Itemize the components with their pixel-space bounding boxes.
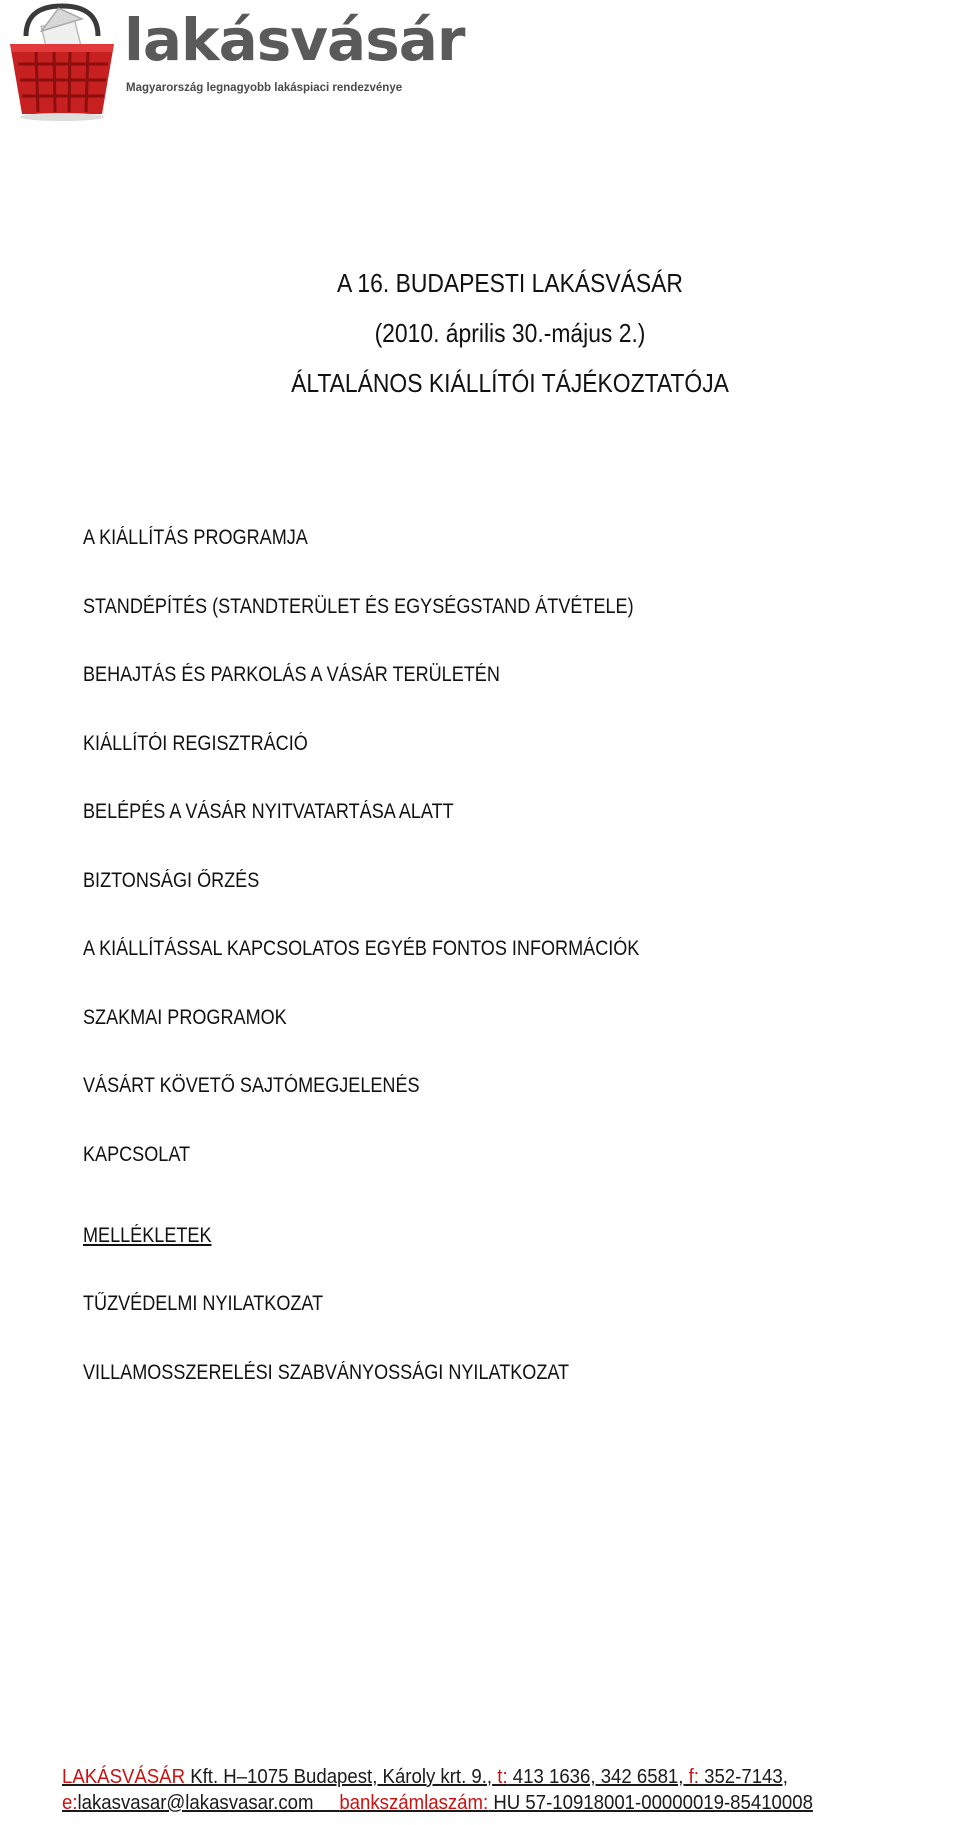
footer-phones: 413 1636, 342 6581, <box>507 1766 684 1788</box>
logo-tagline: Magyarország legnagyobb lakáspiaci rendezvénye <box>126 82 403 94</box>
toc-item: A KIÁLLÍTÁS PROGRAMJA <box>83 526 308 549</box>
footer-address-line <box>62 1764 894 1790</box>
footer-email[interactable]: lakasvasar@lakasvasar.com <box>77 1792 340 1814</box>
title-line-2: (2010. április 30.-május 2.) <box>374 318 646 348</box>
footer <box>62 1764 957 1816</box>
logo-wordmark: lakásvásár <box>124 6 465 74</box>
footer-fax-label: f: <box>683 1766 699 1788</box>
footer-phone-label: t: <box>492 1766 508 1788</box>
toc-item: KAPCSOLAT <box>83 1142 191 1166</box>
toc-item: KIÁLLÍTÓI REGISZTRÁCIÓ <box>83 731 308 755</box>
logo <box>0 0 465 125</box>
footer-fax: 352-7143, <box>698 1766 788 1788</box>
toc-item: BEHAJTÁS ÉS PARKOLÁS A VÁSÁR TERÜLETÉN <box>83 663 500 686</box>
toc-item: A KIÁLLÍTÁSSAL KAPCSOLATOS EGYÉB FONTOS INFORMÁCIÓK <box>83 937 640 960</box>
annex-heading: MELLÉKLETEK <box>83 1224 212 1247</box>
document-title <box>0 258 960 408</box>
title-line-1: A 16. BUDAPESTI LAKÁSVÁSÁR <box>337 268 683 298</box>
title-line-3: ÁLTALÁNOS KIÁLLÍTÓI TÁJÉKOZTATÓJA <box>291 368 729 398</box>
footer-bank-label: bankszámlaszám: <box>339 1792 489 1814</box>
footer-contact-line <box>62 1790 894 1816</box>
footer-company: LAKÁSVÁSÁR <box>62 1766 186 1788</box>
table-of-contents <box>83 504 903 1189</box>
toc-item: VÁSÁRT KÖVETŐ SAJTÓMEGJELENÉS <box>83 1074 420 1097</box>
footer-email-label: e: <box>62 1792 78 1814</box>
toc-item: STANDÉPÍTÉS (STANDTERÜLET ÉS EGYSÉGSTAND ÁTVÉTELE) <box>83 594 634 618</box>
annex-item: TŰZVÉDELMI NYILATKOZAT <box>83 1292 324 1315</box>
footer-bank-account: HU 57-10918001-00000019-85410008 <box>488 1792 813 1814</box>
toc-item: BIZTONSÁGI ŐRZÉS <box>83 868 260 892</box>
toc-item: SZAKMAI PROGRAMOK <box>83 1005 287 1029</box>
shopping-basket-icon <box>4 2 120 122</box>
footer-address: Kft. H–1075 Budapest, Károly krt. 9., <box>185 1766 493 1788</box>
annex-section <box>83 1202 903 1407</box>
annex-item: VILLAMOSSZERELÉSI SZABVÁNYOSSÁGI NYILATKOZAT <box>83 1360 570 1384</box>
toc-item: BELÉPÉS A VÁSÁR NYITVATARTÁSA ALATT <box>83 800 454 823</box>
